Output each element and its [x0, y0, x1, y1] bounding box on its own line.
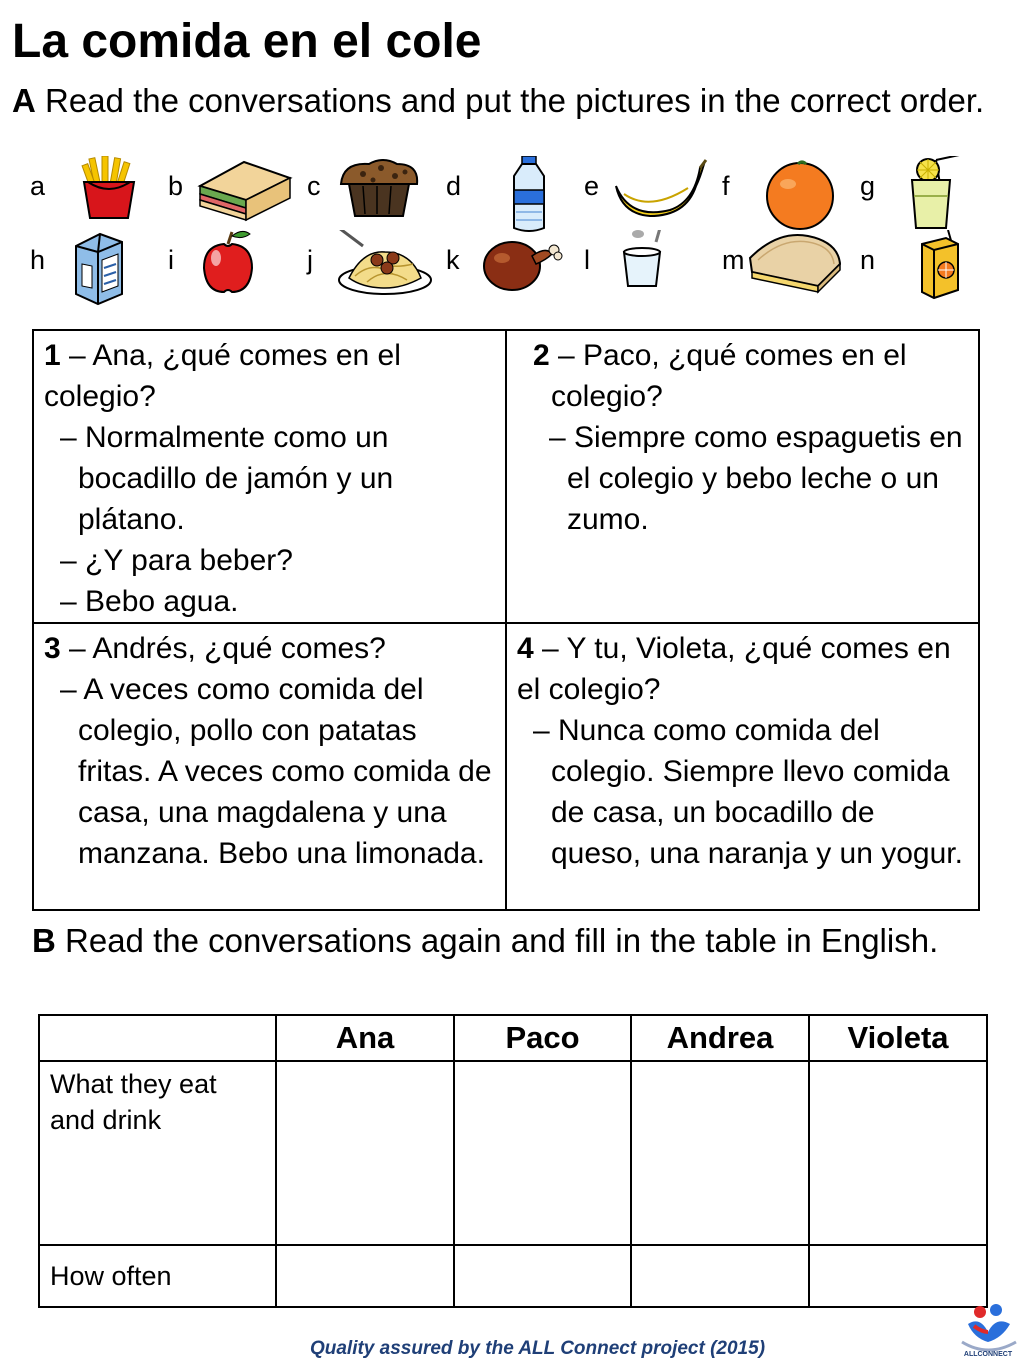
picture-letter: m [722, 245, 745, 275]
answer-cell[interactable] [454, 1245, 631, 1307]
answer-cell[interactable] [454, 1061, 631, 1245]
column-header-paco: Paco [454, 1015, 631, 1061]
conversation-1 [33, 330, 506, 623]
footer-credit: Quality assured by the ALL Connect project (2015) [309, 1338, 766, 1359]
spaghetti-icon [333, 230, 433, 296]
conversation-question: – Andrés, ¿qué comes? [60, 632, 386, 665]
conversation-answer: – ¿Y para beber? [60, 544, 293, 577]
instruction-a-text: Read the conversations and put the pictures in the correct order. [45, 82, 985, 119]
picture-i [168, 244, 308, 314]
water-bottle-icon [472, 156, 572, 232]
conversation-3 [33, 623, 506, 910]
row-label-eat-drink: What they eat and drink [39, 1061, 276, 1245]
answer-cell[interactable] [276, 1245, 454, 1307]
picture-letter: f [722, 171, 730, 201]
picture-letter: j [307, 245, 313, 275]
yogurt-icon [610, 230, 710, 296]
instruction-b-text: Read the conversations again and fill in the table in English. [65, 922, 939, 959]
answer-table-corner [39, 1015, 276, 1061]
cheese-sandwich-icon [748, 230, 848, 296]
chips-icon [56, 156, 156, 222]
conversations-table [32, 329, 980, 911]
page-title: La comida en el cole [12, 15, 482, 68]
conversation-4 [506, 623, 979, 910]
answer-cell[interactable] [276, 1061, 454, 1245]
conversation-answer: – A veces como comida del colegio, pollo con patatas fritas. A veces como comida de casa, una magdalena y una manzana. Bebo una limonada. [60, 673, 492, 870]
conversation-answer: – Nunca como comida del colegio. Siempre llevo comida de casa, un bocadillo de queso, una naranja y un yogur. [533, 714, 963, 870]
instruction-a [12, 78, 1012, 123]
conversation-question: – Y tu, Violeta, ¿qué comes en el colegio? [517, 632, 951, 706]
picture-n [860, 244, 1000, 314]
answer-cell[interactable] [809, 1061, 987, 1245]
conversation-number: 2 [533, 339, 550, 372]
apple-icon [194, 230, 294, 296]
row-label-how-often: How often [39, 1245, 276, 1307]
column-header-andrea: Andrea [631, 1015, 809, 1061]
picture-letter: n [860, 245, 876, 275]
picture-letter: h [30, 245, 46, 275]
roast-chicken-icon [472, 230, 572, 296]
conversation-number: 3 [44, 632, 61, 665]
picture-m [722, 244, 862, 314]
picture-letter: k [446, 245, 460, 275]
answer-cell[interactable] [631, 1061, 809, 1245]
logo-text: ALLCONNECT [963, 1351, 1013, 1358]
picture-letter: g [860, 171, 876, 201]
conversation-answer: – Normalmente como un bocadillo de jamón y un plátano. [60, 421, 394, 536]
answer-cell[interactable] [631, 1245, 809, 1307]
instruction-b [32, 918, 992, 963]
picture-letter: d [446, 171, 462, 201]
answer-table [38, 1014, 988, 1308]
answer-cell[interactable] [809, 1245, 987, 1307]
all-connect-logo [958, 1302, 1018, 1360]
column-header-violeta: Violeta [809, 1015, 987, 1061]
banana-icon [610, 156, 710, 222]
picture-letter: a [30, 171, 46, 201]
conversation-number: 4 [517, 632, 534, 665]
muffin-icon [333, 156, 433, 222]
lemonade-icon [886, 156, 986, 232]
conversation-number: 1 [44, 339, 61, 372]
sandwich-icon [194, 156, 294, 222]
section-letter-a: A [12, 82, 36, 119]
orange-icon [748, 156, 848, 232]
picture-letter: c [307, 171, 321, 201]
column-header-ana: Ana [276, 1015, 454, 1061]
juice-box-icon [886, 230, 986, 306]
conversation-answer: – Siempre como espaguetis en el colegio y bebo leche o un zumo. [549, 421, 963, 536]
conversation-question: – Paco, ¿qué comes en el colegio? [549, 339, 907, 413]
picture-l [584, 244, 724, 314]
picture-letter: b [168, 171, 184, 201]
picture-j [307, 244, 447, 314]
conversation-answer: – Bebo agua. [60, 585, 239, 618]
picture-letter: e [584, 171, 600, 201]
picture-h [30, 244, 170, 314]
conversation-2 [506, 330, 979, 623]
picture-letter: i [168, 245, 174, 275]
section-letter-b: B [32, 922, 56, 959]
milk-carton-icon [56, 230, 156, 306]
picture-k [446, 244, 586, 314]
conversation-question: – Ana, ¿qué comes en el colegio? [44, 339, 401, 413]
picture-letter: l [584, 245, 590, 275]
